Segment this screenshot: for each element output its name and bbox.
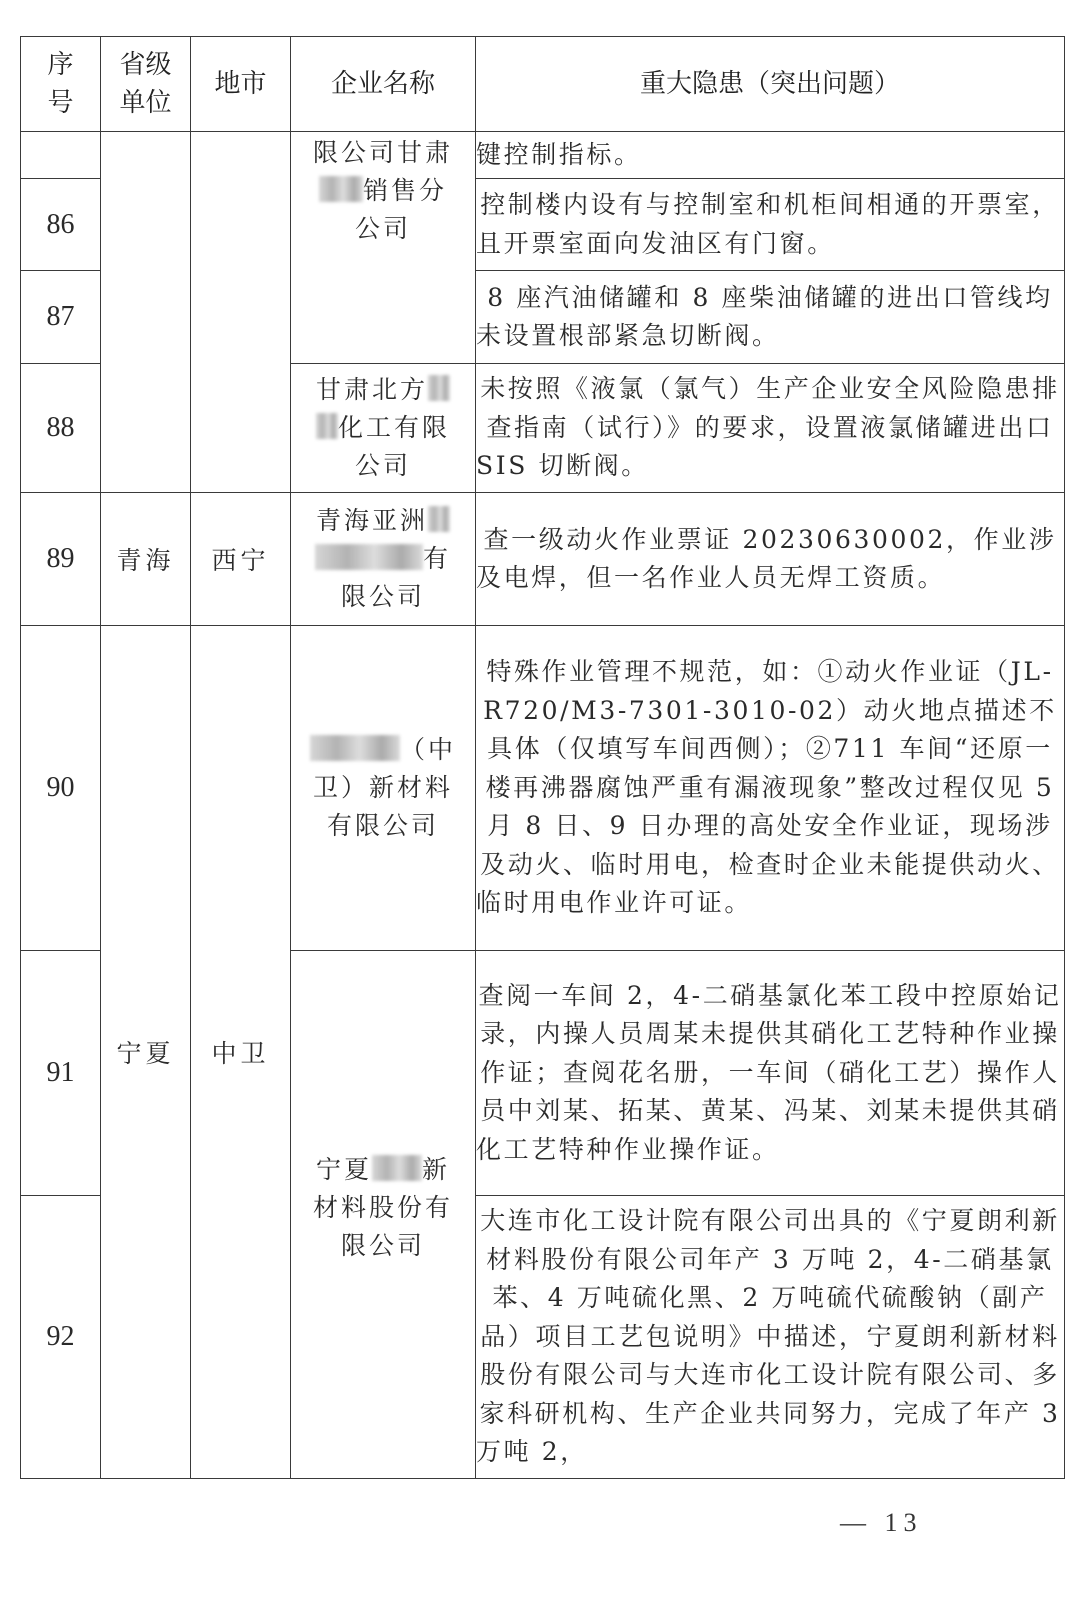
header-issue: 重大隐患（突出问题） — [476, 37, 1065, 132]
row-seq: 91 — [21, 951, 101, 1196]
redacted-text — [428, 375, 450, 401]
row-city: 中卫 — [191, 626, 291, 1479]
row-city — [191, 132, 291, 493]
row-seq: 90 — [21, 626, 101, 951]
redacted-text — [428, 506, 450, 532]
page-number: — 13 — [840, 1508, 923, 1537]
table-header-row — [21, 37, 1065, 132]
redacted-text — [315, 544, 423, 570]
company-name-cell: 青海亚洲 有 限公司 — [291, 493, 476, 626]
issue-cell: 键控制指标。 — [476, 132, 1065, 179]
redacted-text — [310, 735, 400, 761]
company-name-cell: 甘肃北方 化工有限 公司 — [291, 364, 476, 493]
table-row — [21, 132, 1065, 179]
header-province: 省级 单位 — [101, 37, 191, 132]
hazard-table — [20, 36, 1065, 1479]
header-city: 地市 — [191, 37, 291, 132]
row-seq: 92 — [21, 1196, 101, 1479]
redacted-text — [372, 1155, 422, 1181]
row-seq: 88 — [21, 364, 101, 493]
redacted-text — [319, 176, 363, 202]
issue-cell: 查阅一车间 2，4-二硝基氯化苯工段中控原始记录，内操人员周某未提供其硝化工艺特种作业操作证；查阅花名册，一车间（硝化工艺）操作人员中刘某、拓某、黄某、冯某、刘某未提供其硝化工艺特种作业操作证。 — [476, 951, 1065, 1196]
company-name-cell: 宁夏 新 材料股份有 限公司 — [291, 951, 476, 1479]
header-seq: 序 号 — [21, 37, 101, 132]
table-row — [21, 493, 1065, 626]
row-city: 西宁 — [191, 493, 291, 626]
row-province: 宁夏 — [101, 626, 191, 1479]
row-seq: 86 — [21, 179, 101, 271]
row-province: 青海 — [101, 493, 191, 626]
row-seq — [21, 132, 101, 179]
row-seq: 87 — [21, 271, 101, 364]
issue-cell: 查一级动火作业票证 20230630002，作业涉及电焊，但一名作业人员无焊工资质。 — [476, 493, 1065, 626]
company-name-cell: 限公司甘肃 销售分 公司 — [291, 132, 476, 364]
row-province — [101, 132, 191, 493]
issue-cell: 未按照《液氯（氯气）生产企业安全风险隐患排查指南（试行）》的要求，设置液氯储罐进出口 SIS 切断阀。 — [476, 364, 1065, 493]
row-seq: 89 — [21, 493, 101, 626]
issue-cell: 特殊作业管理不规范，如：①动火作业证（JL-R720/M3-7301-3010-02）动火地点描述不具体（仅填写车间西侧）；②711 车间“还原一楼再沸器腐蚀严重有漏液现象”整改过程仅见 5 月 8 日、9 日办理的高处安全作业证，现场涉及动火、临时用电，检查时企业未能提供动火、临时用电作业许可证。 — [476, 626, 1065, 951]
table-row — [21, 626, 1065, 951]
issue-cell: 大连市化工设计院有限公司出具的《宁夏朗利新材料股份有限公司年产 3 万吨 2，4-二硝基氯苯、4 万吨硫化黑、2 万吨硫代硫酸钠（副产品）项目工艺包说明》中描述，宁夏朗利新材料股份有限公司与大连市化工设计院有限公司、多家科研机构、生产企业共同努力，完成了年产 3 万吨 2， — [476, 1196, 1065, 1479]
redacted-text — [316, 413, 338, 439]
header-company: 企业名称 — [291, 37, 476, 132]
company-name-cell: （中 卫）新材料 有限公司 — [291, 626, 476, 951]
issue-cell: 8 座汽油储罐和 8 座柴油储罐的进出口管线均未设置根部紧急切断阀。 — [476, 271, 1065, 364]
issue-cell: 控制楼内设有与控制室和机柜间相通的开票室，且开票室面向发油区有门窗。 — [476, 179, 1065, 271]
